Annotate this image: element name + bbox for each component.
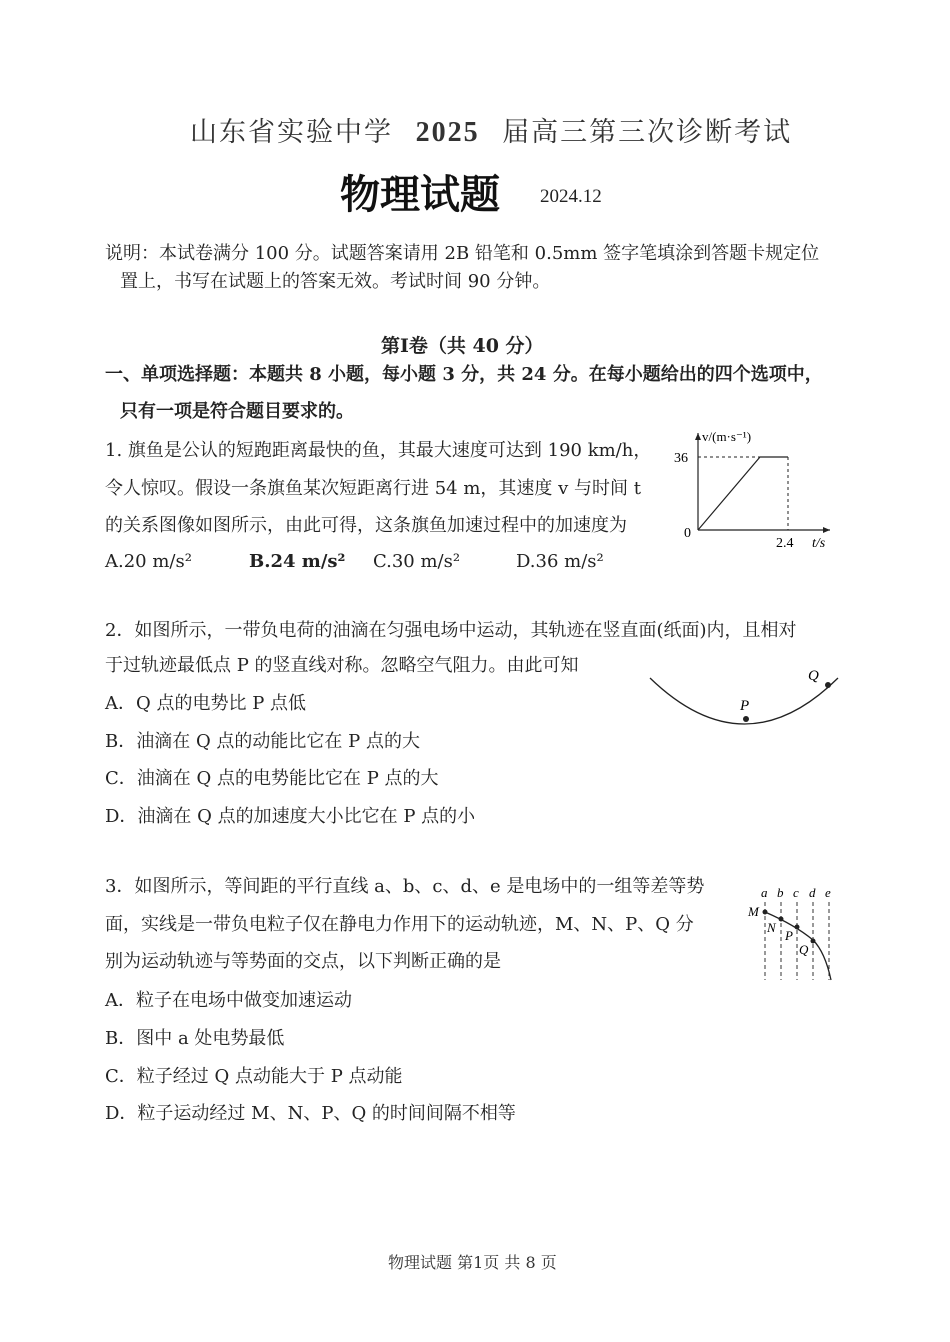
q1-y-tick: 36	[674, 451, 688, 466]
q1-line-2: 令人惊叹。假设一条旗鱼某次短距离行进 54 m，其速度 v 与时间 t	[105, 478, 641, 499]
q1-x-label: t/s	[812, 536, 826, 551]
q1-x-arrow	[823, 527, 830, 533]
q3-option-c: C．粒子经过 Q 点动能大于 P 点动能	[105, 1066, 403, 1087]
q3-label-c: c	[793, 885, 799, 900]
q1-option-d: D.36 m/s²	[516, 551, 604, 572]
q3-label-p: P	[785, 928, 793, 943]
q2-label-q: Q	[808, 668, 819, 684]
q3-point-p	[795, 925, 800, 930]
school-name: 山东省实验中学	[190, 117, 393, 148]
q1-line-3: 的关系图像如图所示，由此可得，这条旗鱼加速过程中的加速度为	[105, 515, 627, 536]
q1-velocity-line	[698, 457, 788, 530]
q2-option-a: A．Q 点的电势比 P 点低	[105, 693, 307, 714]
q2-trajectory-figure	[640, 660, 850, 730]
q3-line-3: 别为运动轨迹与等势面的交点，以下判断正确的是	[105, 951, 501, 972]
q3-point-n	[779, 917, 784, 922]
q3-option-b: B．图中 a 处电势最低	[105, 1028, 285, 1049]
q2-point-p	[743, 716, 749, 722]
school-title	[190, 110, 792, 149]
q2-option-b: B．油滴在 Q 点的动能比它在 P 点的大	[105, 731, 420, 752]
q2-point-q	[825, 682, 831, 688]
q3-option-d: D．粒子运动经过 M、N、P、Q 的时间间隔不相等	[105, 1103, 516, 1124]
q1-origin: 0	[684, 526, 691, 541]
q3-equipotential-figure	[745, 880, 840, 985]
q3-point-m	[763, 910, 768, 915]
q3-label-m: M	[748, 904, 759, 919]
instructions-line-1: 说明：本试卷满分 100 分。试题答案请用 2B 铅笔和 0.5mm 签字笔填涂到答题卡规定位	[105, 243, 820, 264]
q3-line-1: 3．如图所示，等间距的平行直线 a、b、c、d、e 是电场中的一组等差等势	[105, 876, 705, 897]
q1-y-label: v/(m·s⁻¹)	[702, 429, 752, 444]
q3-option-a: A．粒子在电场中做变加速运动	[105, 990, 352, 1011]
q2-line-1: 2．如图所示，一带负电荷的油滴在匀强电场中运动，其轨迹在竖直面(纸面)内，且相对	[105, 620, 797, 641]
q1-option-a: A.20 m/s²	[105, 551, 192, 572]
q2-line-2: 于过轨迹最低点 P 的竖直线对称。忽略空气阻力。由此可知	[105, 655, 579, 676]
q1-line-1: 1. 旗鱼是公认的短跑距离最快的鱼，其最大速度可达到 190 km/h，	[105, 440, 652, 461]
page-footer: 物理试题 第1页 共 8 页	[388, 1253, 557, 1272]
q3-line-2: 面，实线是一带负电粒子仅在静电力作用下的运动轨迹，M、N、P、Q 分	[105, 914, 694, 935]
part-heading-line-1: 一、单项选择题：本题共 8 小题，每小题 3 分，共 24 分。在每小题给出的四个选项中，	[105, 364, 823, 385]
q3-label-d: d	[809, 885, 816, 900]
q2-label-p: P	[740, 698, 750, 714]
q2-option-c: C．油滴在 Q 点的电势能比它在 P 点的大	[105, 768, 439, 789]
q3-label-a: a	[761, 885, 768, 900]
q3-label-e: e	[825, 885, 831, 900]
subject-title: 物理试题	[340, 172, 500, 218]
q1-option-b: B.24 m/s²	[249, 551, 346, 572]
exam-date: 2024.12	[540, 186, 602, 207]
q2-option-d: D．油滴在 Q 点的加速度大小比它在 P 点的小	[105, 806, 476, 827]
q3-label-n: N	[767, 920, 776, 935]
part-heading-line-2: 只有一项是符合题目要求的。	[120, 401, 354, 422]
exam-year: 2025	[415, 117, 480, 148]
q1-option-c: C.30 m/s²	[373, 551, 461, 572]
instructions-line-2: 置上，书写在试题上的答案无效。考试时间 90 分钟。	[120, 271, 551, 292]
q1-vt-graph	[670, 425, 840, 555]
q3-label-b: b	[777, 885, 784, 900]
q3-label-q: Q	[799, 942, 809, 957]
q1-x-tick: 2.4	[776, 536, 794, 551]
section-title: 第Ⅰ卷（共 40 分）	[381, 335, 544, 357]
q3-point-q	[811, 939, 816, 944]
q1-y-arrow	[695, 433, 701, 440]
exam-name: 届高三第三次诊断考试	[502, 117, 793, 148]
